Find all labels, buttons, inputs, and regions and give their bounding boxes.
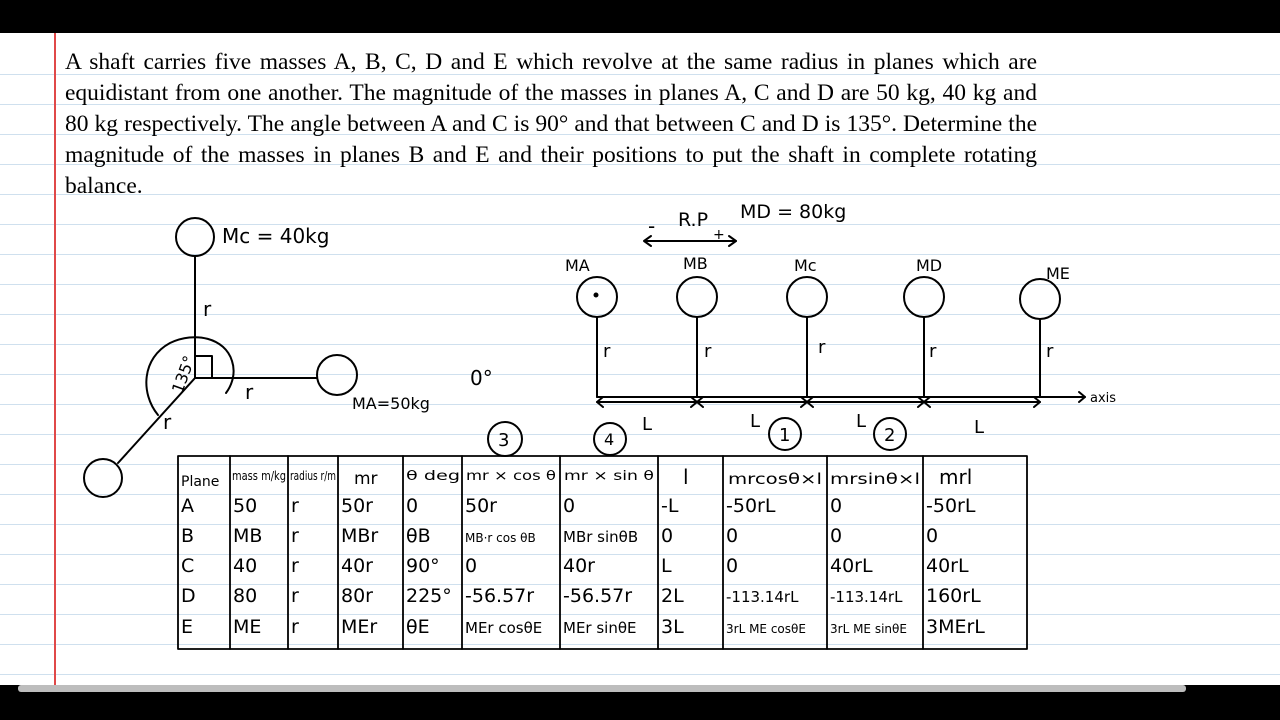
table-cell: 40r [341,555,373,577]
angle-135-label: 135° [167,353,199,396]
table-cell: 0 [563,495,576,517]
mass-d-circle [84,459,122,497]
spacing-l-1: L [642,414,653,435]
problem-text: A shaft carries five masses A, B, C, D and E which revolve at the same radius in planes which are equidistant from one another. The magnitude of the masses in planes A, C and D are 50 kg, 40 kg and 80 kg respectively. The angle between A and C is 90° and that between C and D is 135°. Determine the magnitude of the masses in planes B and E and their positions to put the shaft in complete rotating balance. [65,49,1037,199]
table-cell: 225° [406,585,452,607]
rop-plus: + [713,227,725,243]
table-cell: -50rL [726,495,776,517]
table-cell: MEr sinθE [563,619,637,637]
shaft-mass-a-dot [595,294,598,297]
th-mr: mr [354,469,378,489]
table-cell: -56.57r [563,585,633,607]
table-body [181,495,985,638]
th-plane: Plane [181,474,220,490]
table-cell: ME [233,616,262,638]
shaft-label-mb: MB [683,254,708,273]
table-cell: 90° [406,555,440,577]
table-cell: E [181,616,194,638]
shaft-label-me: ME [1046,264,1070,283]
notebook-page [0,33,1280,685]
ma-label: MA=50kg [352,394,430,413]
shaft-label-ma: MA [565,256,590,275]
table-cell: A [181,495,194,517]
shaft-r-a: r [603,341,611,362]
table-cell: 0 [726,525,739,547]
rop-label: R.P [678,209,709,231]
table-cell: 40 [233,555,258,577]
zero-degree-label: 0° [470,366,493,390]
table-cell: 50r [465,495,497,517]
table-cell: 0 [926,525,939,547]
polar-r-label-horizontal: r [245,380,254,404]
shaft-r-e: r [1046,341,1054,362]
shaft-mass-c [787,277,827,317]
step-marker-4: 4 [604,430,615,449]
table-cell: 3L [661,616,684,638]
th-theta: θ deg [406,469,460,484]
th-radius: radius r/m [290,469,336,483]
table-cell: 3rL ME cosθE [726,622,806,636]
table-cell: 80 [233,585,258,607]
mass-c-circle [176,218,214,256]
table-cell: r [291,585,299,607]
table-cell: 0 [830,525,843,547]
th-mrsin-l: mrsinθ×l [830,470,920,488]
table-cell: -113.14rL [830,588,903,606]
table-cell: D [181,585,196,607]
table-cell: 40rL [830,555,873,577]
shaft-mass-b [677,277,717,317]
table-cell: r [291,525,299,547]
handwritten-notes [0,33,1280,685]
shaft-mass-d [904,277,944,317]
shaft-label-mc: Mc [794,256,817,275]
mc-label: Mc = 40kg [222,224,330,248]
shaft-r-c: r [818,337,826,358]
table-cell: -50rL [926,495,976,517]
table-cell: 3rL ME sinθE [830,622,907,636]
table-cell: r [291,555,299,577]
table-cell: 0 [406,495,419,517]
shaft-mass-e [1020,279,1060,319]
th-mr-cos: mr × cos θ [466,469,557,484]
table-cell: 80r [341,585,373,607]
md-label: MD = 80kg [740,201,847,223]
table-cell: 40rL [926,555,969,577]
table-cell: 0 [726,555,739,577]
polar-r-label-vertical: r [203,297,212,321]
table-cell: r [291,616,299,638]
step-marker-3: 3 [498,430,510,451]
shaft-r-b: r [704,341,712,362]
table-cell: L [661,555,672,577]
table-cell: -113.14rL [726,588,799,606]
step-marker-2: 2 [884,425,896,446]
table-cell: MB·r cos θB [465,531,536,545]
table-cell: θB [406,525,431,547]
th-l: l [683,465,689,489]
table-cell: 0 [661,525,674,547]
polar-r-label-diagonal: r [163,410,172,434]
table-cell: C [181,555,195,577]
table-cell: 0 [465,555,478,577]
rop-minus: - [648,214,656,238]
table-cell: 0 [830,495,843,517]
table-cell: 160rL [926,585,981,607]
table-cell: 3MErL [926,616,985,638]
th-mrcos-l: mrcosθ×l [728,470,822,488]
table-cell: -56.57r [465,585,535,607]
table-cell: θE [406,616,430,638]
table-cell: MEr cosθE [465,619,543,637]
th-mrl: mrl [939,465,973,489]
step-marker-1: 1 [779,425,791,446]
table-header [181,465,972,490]
spacing-l-3: L [856,411,867,432]
table-cell: r [291,495,299,517]
axis-label: axis [1090,391,1117,406]
shaft-r-d: r [929,341,937,362]
spacing-l-4: L [974,417,985,438]
horizontal-scrollbar[interactable] [18,685,1186,692]
shaft-label-md: MD [916,256,943,275]
table-cell: B [181,525,195,547]
table-cell: MBr [341,525,379,547]
table-cell: -L [661,495,679,517]
table-cell: 50r [341,495,373,517]
table-cell: MEr [341,616,378,638]
table-cell: MB [233,525,263,547]
mass-a-circle [317,355,357,395]
table-cell: 50 [233,495,258,517]
table-cell: 40r [563,555,595,577]
th-mass: mass m/kg [232,469,286,483]
table-cell: 2L [661,585,684,607]
spacing-l-2: L [750,411,761,432]
table-cell: MBr sinθB [563,528,639,546]
th-mr-sin: mr × sin θ [564,469,655,484]
